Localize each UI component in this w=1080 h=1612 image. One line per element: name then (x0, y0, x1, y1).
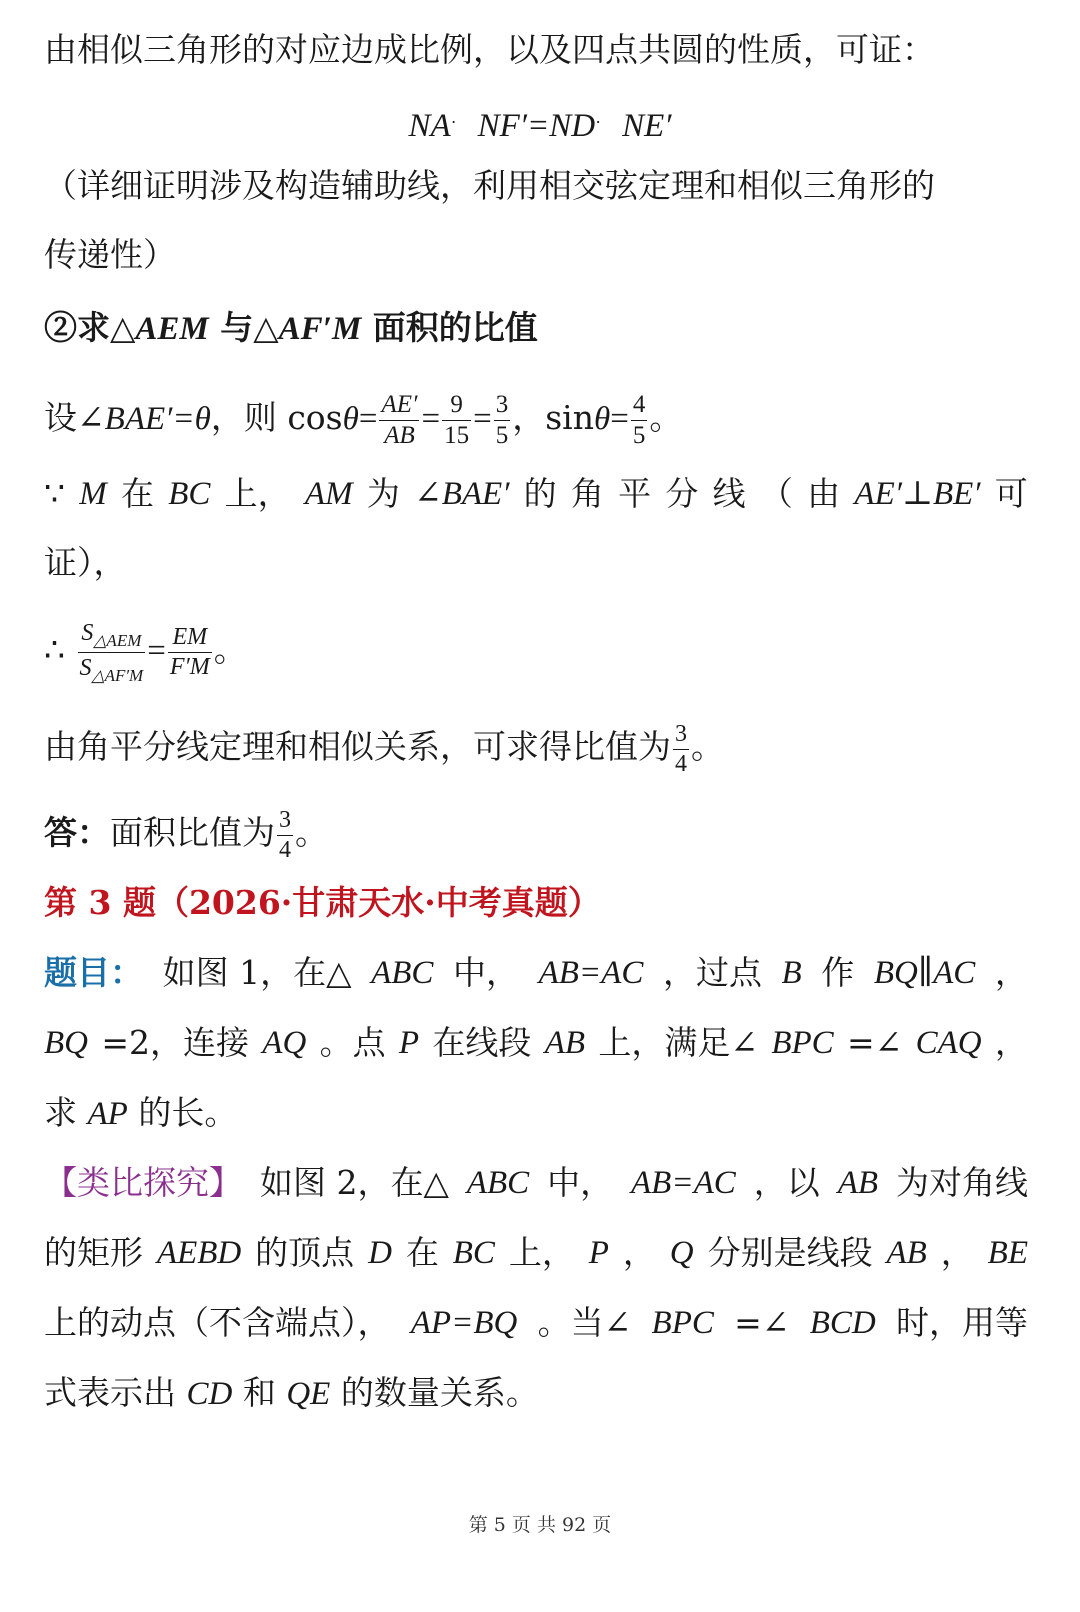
formula-line: ∴ $\frac{S_{\triangle AEM}}{S_{\triangle AF'M}}$ = $\frac{EM}{F'M}$ 。 (44, 620, 247, 685)
fraction: $\frac{EM}{F'M}$ (169, 624, 210, 680)
problem-line: 题目： 如图 1，在△ ABC 中， AB=AC ，过点 B 作 BQ∥AC ， (44, 953, 1028, 992)
text-line: 证）， (44, 543, 127, 582)
eq-part: NE′ (622, 108, 672, 144)
fraction: $\frac{AE'}{AB}$ (381, 391, 418, 449)
problem-line: 的矩形 AEBD 的顶点 D 在 BC 上， P ， Q 分别是线段 AB ， BE (44, 1233, 1028, 1272)
fraction: $\frac{3}{4}$ (675, 721, 687, 777)
problem-heading: 第 3 题（2026·甘肃天水·中考真题） (44, 883, 601, 922)
text-line: 由相似三角形的对应边成比例，以及四点共圆的性质，可证： (44, 30, 935, 69)
answer-label: 答： (44, 813, 110, 852)
problem-label: 题目： (44, 953, 143, 992)
problem-line: 求 AP 的长。 (44, 1093, 238, 1132)
text-line: （详细证明涉及构造辅助线，利用相交弦定理和相似三角形的 (44, 166, 935, 205)
fraction: $\frac{4}{5}$ (632, 391, 646, 449)
problem-line: BQ =2，连接 AQ 。点 P 在线段 AB 上，满足∠ BPC =∠ CAQ ， (44, 1023, 1028, 1062)
fraction: $\frac{3}{4}$ (279, 807, 291, 863)
text-line: 由角平分线定理和相似关系，可求得比值为 $\frac{3}{4}$ 。 (44, 721, 724, 777)
eq-part: NF′=ND (477, 108, 596, 144)
text-line: 传递性） (44, 235, 176, 274)
problem-line: 上的动点（不含端点）， AP=BQ 。当∠ BPC =∠ BCD 时，用等 (44, 1303, 1028, 1342)
answer-line: 答：面积比值为 $\frac{3}{4}$ 。 (44, 807, 328, 863)
text-line: ∵ M 在 BC 上， AM 为 ∠BAE′ 的 角 平 分 线 （ 由 AE′⊥BE′ 可 (44, 474, 1028, 513)
problem-line: 式表示出 CD 和 QE 的数量关系。 (44, 1373, 539, 1412)
analogy-label: 【类比探究】 (44, 1163, 242, 1202)
problem-line: 【类比探究】 如图 2，在△ ABC 中， AB=AC ，以 AB 为对角线 (44, 1163, 1028, 1202)
fraction: $\frac{3}{5}$ (495, 391, 509, 449)
formula-line: 设∠BAE′=θ，则 cosθ= $\frac{AE'}{AB}$ = $\frac{9}{15}$ = $\frac{3}{5}$ ，sinθ= $\frac{4}{5}$ 。 (44, 391, 683, 449)
fraction: $\frac{9}{15}$ (444, 391, 470, 449)
section-heading: ②求△AEM 与△AF′M 面积的比值 (44, 308, 538, 347)
eq-part: NA (408, 108, 451, 144)
fraction: $\frac{S_{\triangle AEM}}{S_{\triangle AF'M}}$ (79, 620, 144, 685)
equation-line: NA· NF′=ND· NE′ (408, 108, 672, 144)
page-footer: 第 5 页 共 92 页 (468, 1514, 612, 1536)
